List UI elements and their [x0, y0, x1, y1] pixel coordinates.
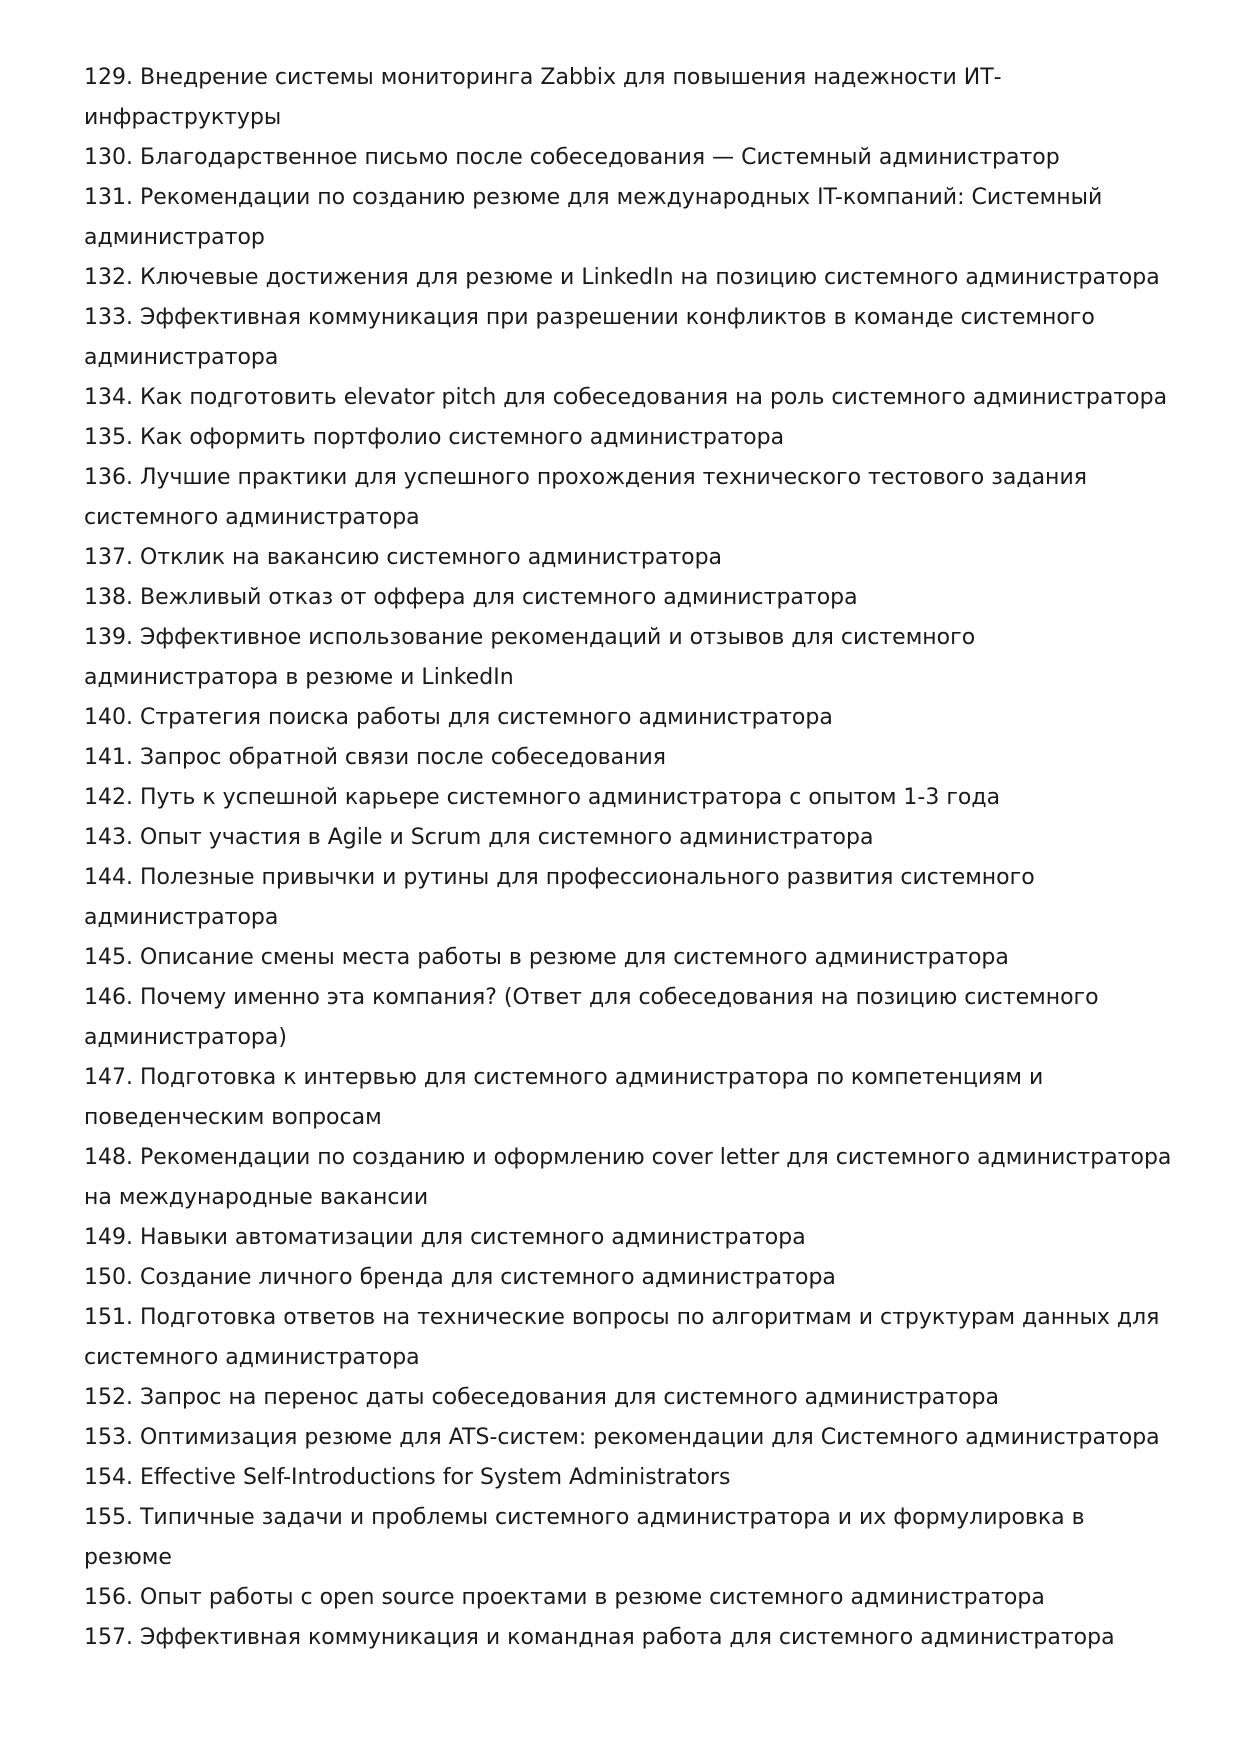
list-item: 147. Подготовка к интервью для системного администратора по компетенциям и поведенческим вопросам [84, 1065, 1044, 1130]
list-item: 142. Путь к успешной карьере системного администратора с опытом 1-3 года [84, 785, 1001, 810]
list-item: 148. Рекомендации по созданию и оформлению cover letter для системного администратора на международные вакансии [84, 1145, 1172, 1210]
list-item: 150. Создание личного бренда для системного администратора [84, 1265, 836, 1290]
list-item: 149. Навыки автоматизации для системного администратора [84, 1225, 806, 1250]
list-item: 136. Лучшие практики для успешного прохождения технического тестового задания системного администратора [84, 465, 1087, 530]
list-item: 134. Как подготовить elevator pitch для собеседования на роль системного администратора [84, 385, 1168, 410]
list-item: 155. Типичные задачи и проблемы системного администратора и их формулировка в резюме [84, 1505, 1085, 1570]
list-item: 135. Как оформить портфолио системного администратора [84, 425, 785, 450]
list-item: 139. Эффективное использование рекомендаций и отзывов для системного администратора в резюме и LinkedIn [84, 625, 976, 690]
list-item: 138. Вежливый отказ от оффера для системного администратора [84, 585, 858, 610]
list-item: 137. Отклик на вакансию системного администратора [84, 545, 723, 570]
list-item: 154. Effective Self-Introductions for System Administrators [84, 1465, 731, 1490]
list-item: 132. Ключевые достижения для резюме и LinkedIn на позицию системного администратора [84, 265, 1160, 290]
list-item: 144. Полезные привычки и рутины для профессионального развития системного администратора [84, 865, 1035, 930]
list-item: 157. Эффективная коммуникация и командная работа для системного администратора [84, 1625, 1115, 1650]
topic-list [84, 58, 1174, 1658]
list-item: 143. Опыт участия в Agile и Scrum для системного администратора [84, 825, 874, 850]
list-item: 153. Оптимизация резюме для ATS-систем: рекомендации для Системного администратора [84, 1425, 1160, 1450]
list-item: 130. Благодарственное письмо после собеседования — Системный администратор [84, 145, 1060, 170]
list-item: 129. Внедрение системы мониторинга Zabbix для повышения надежности ИТ-инфраструктуры [84, 65, 1002, 130]
list-item: 152. Запрос на перенос даты собеседования для системного администратора [84, 1385, 999, 1410]
list-item: 140. Стратегия поиска работы для системного администратора [84, 705, 833, 730]
list-item: 156. Опыт работы с open source проектами в резюме системного администратора [84, 1585, 1045, 1610]
list-item: 146. Почему именно эта компания? (Ответ для собеседования на позицию системного администратора) [84, 985, 1099, 1050]
list-item: 131. Рекомендации по созданию резюме для международных IT-компаний: Системный администратор [84, 185, 1103, 250]
list-item: 145. Описание смены места работы в резюме для системного администратора [84, 945, 1009, 970]
list-item: 133. Эффективная коммуникация при разрешении конфликтов в команде системного администратора [84, 305, 1095, 370]
list-item: 141. Запрос обратной связи после собеседования [84, 745, 667, 770]
list-item: 151. Подготовка ответов на технические вопросы по алгоритмам и структурам данных для системного администратора [84, 1305, 1160, 1370]
